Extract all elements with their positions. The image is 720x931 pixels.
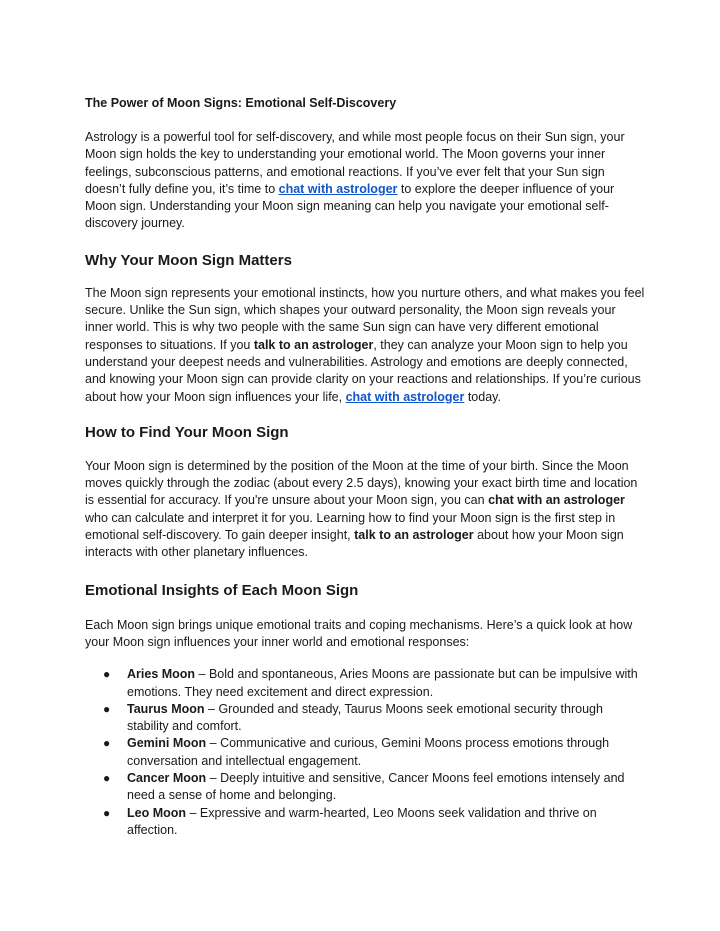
heading-why-moon-sign-matters: Why Your Moon Sign Matters	[85, 251, 292, 269]
list-item-desc: – Expressive and warm-hearted, Leo Moons seek validation and thrive on affection.	[127, 805, 597, 837]
why-bold-talk-to-astrologer: talk to an astrologer	[253, 337, 374, 352]
heading-emotional-insights: Emotional Insights of Each Moon Sign	[85, 581, 359, 599]
list-item	[103, 735, 645, 770]
bullet-icon: ●	[103, 701, 111, 716]
list-item	[103, 805, 645, 840]
list-item-desc: – Communicative and curious, Gemini Moons process emotions through conversation and intellectual engagement.	[127, 736, 610, 768]
bullet-icon: ●	[103, 805, 111, 820]
intro-paragraph	[85, 129, 645, 233]
document-page	[85, 95, 645, 839]
find-paragraph	[85, 458, 645, 562]
bullet-icon: ●	[103, 667, 111, 682]
emotional-intro-paragraph: Each Moon sign brings unique emotional traits and coping mechanisms. Here’s a quick look at how your Moon sign influences your inner world and emotional responses:	[85, 617, 633, 649]
find-text-2: who can calculate and interpret it for you. Learning how to find your Moon sign is the first step in emotional self-discovery. To gain deeper insight,	[85, 510, 616, 543]
heading-how-to-find-moon-sign: How to Find Your Moon Sign	[85, 423, 289, 441]
intro-text-2: to explore the deeper influence of your Moon sign. Understanding your Moon sign meaning can help you navigate your emotional self-discovery journey.	[85, 181, 615, 231]
list-item	[103, 770, 645, 805]
list-item-desc: – Grounded and steady, Taurus Moons seek emotional security through stability and comfort.	[127, 701, 603, 734]
chat-with-astrologer-link-2[interactable]: chat with astrologer	[345, 389, 465, 404]
bullet-icon: ●	[103, 736, 111, 751]
find-bold-chat-with-astrologer: chat with an astrologer	[488, 493, 625, 508]
why-paragraph	[85, 285, 645, 406]
why-text-2: , they can analyze your Moon sign to help you understand your deepest needs and vulnerabilities. Astrology and emotions are deeply connected, and knowing your Moon sign can provide clarity on your reactions and relationships. If you’re curious about how your Moon sign influences your life,	[85, 337, 641, 404]
chat-with-astrologer-link[interactable]: chat with astrologer	[278, 181, 398, 196]
list-item-name: Aries Moon	[127, 667, 196, 682]
bullet-icon: ●	[103, 771, 111, 786]
list-item	[103, 701, 645, 736]
list-item-name: Taurus Moon	[127, 701, 205, 716]
list-item-desc: – Bold and spontaneous, Aries Moons are passionate but can be impulsive with emotions. They need excitement and direct expression.	[127, 667, 638, 699]
why-text-3: today.	[464, 389, 501, 404]
find-bold-talk-to-astrologer: talk to an astrologer	[354, 528, 474, 543]
list-item-name: Gemini Moon	[127, 736, 207, 751]
list-item	[103, 666, 645, 701]
find-text-3: about how your Moon sign interacts with other planetary influences.	[85, 528, 624, 560]
intro-text-1: Astrology is a powerful tool for self-discovery, and while most people focus on their Sun sign, your Moon sign holds the key to understanding your emotional world. The Moon governs your inner feelings, subconscious patterns, and emotional reactions. If you’ve ever felt that your Sun sign doesn’t fully define you, it’s time to	[85, 130, 625, 196]
find-text-1: Your Moon sign is determined by the position of the Moon at the time of your birth. Since the Moon moves quickly through the zodiac (about every 2.5 days), knowing your exact birth time and location is essential for accuracy. If you're unsure about your Moon sign, you can	[85, 458, 638, 508]
document-title: The Power of Moon Signs: Emotional Self-Discovery	[85, 96, 397, 110]
moon-sign-list	[103, 666, 645, 839]
list-item-name: Cancer Moon	[127, 771, 207, 786]
list-item-desc: – Deeply intuitive and sensitive, Cancer Moons feel emotions intensely and need a sense of home and belonging.	[127, 771, 625, 803]
why-text-1: The Moon sign represents your emotional instincts, how you nurture others, and what makes you feel secure. Unlike the Sun sign, which shapes your outward personality, the Moon sign reveals your inner world. This is why two people with the same Sun sign can have very different emotional responses to situations. If you	[85, 285, 645, 352]
list-item-name: Leo Moon	[127, 805, 187, 820]
